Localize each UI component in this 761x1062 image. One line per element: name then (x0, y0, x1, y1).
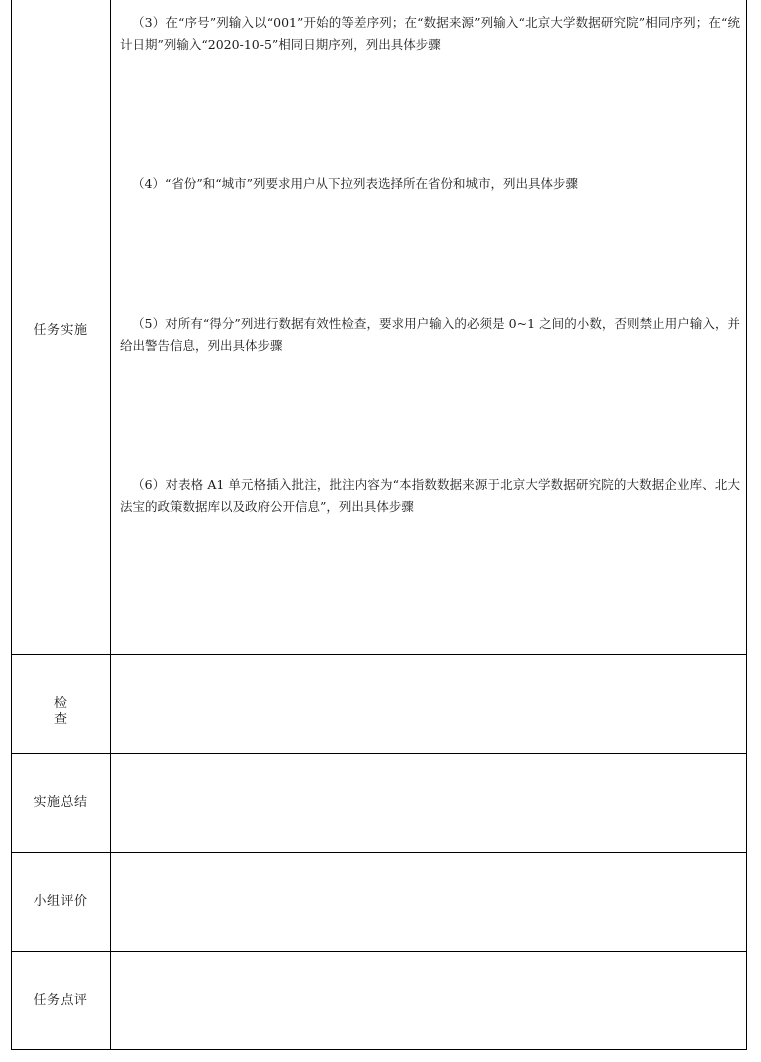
task-review-content-cell (111, 952, 746, 1049)
table-bottom-border (11, 1049, 747, 1050)
summary-content-cell (111, 754, 746, 852)
step-3-text: （3）在“序号”列输入以“001”开始的等差序列；在“数据来源”列输入“北京大学数据研究院”相同序列；在“统计日期”列输入“2020-10-5”相同日期序列，列出具体步骤 (120, 15, 740, 52)
row-label-group-evaluation: 小组评价 (33, 894, 88, 909)
check-content-cell (111, 655, 746, 753)
step-4-text: （4）“省份”和“城市”列要求用户从下拉列表选择所在省份和城市，列出具体步骤 (132, 176, 579, 191)
row-label-task-review: 任务点评 (33, 993, 88, 1008)
row-label-task-implementation: 任务实施 (33, 323, 88, 338)
group-evaluation-content-cell (111, 853, 746, 951)
row-label-check: 检查 (53, 696, 97, 727)
table-right-border (746, 0, 747, 1050)
step-6-text: （6）对表格 A1 单元格插入批注，批注内容为“本指数数据来源于北京大学数据研究院的大数据企业库、北大法宝的政策数据库以及政府公开信息”，列出具体步骤 (120, 477, 740, 514)
step-5-text: （5）对所有“得分”列进行数据有效性检查，要求用户输入的必须是 0~1 之间的小数，否则禁止用户输入，并给出警告信息，列出具体步骤 (120, 316, 740, 353)
row-label-implementation-summary: 实施总结 (33, 795, 88, 810)
table-left-border (11, 0, 12, 1050)
